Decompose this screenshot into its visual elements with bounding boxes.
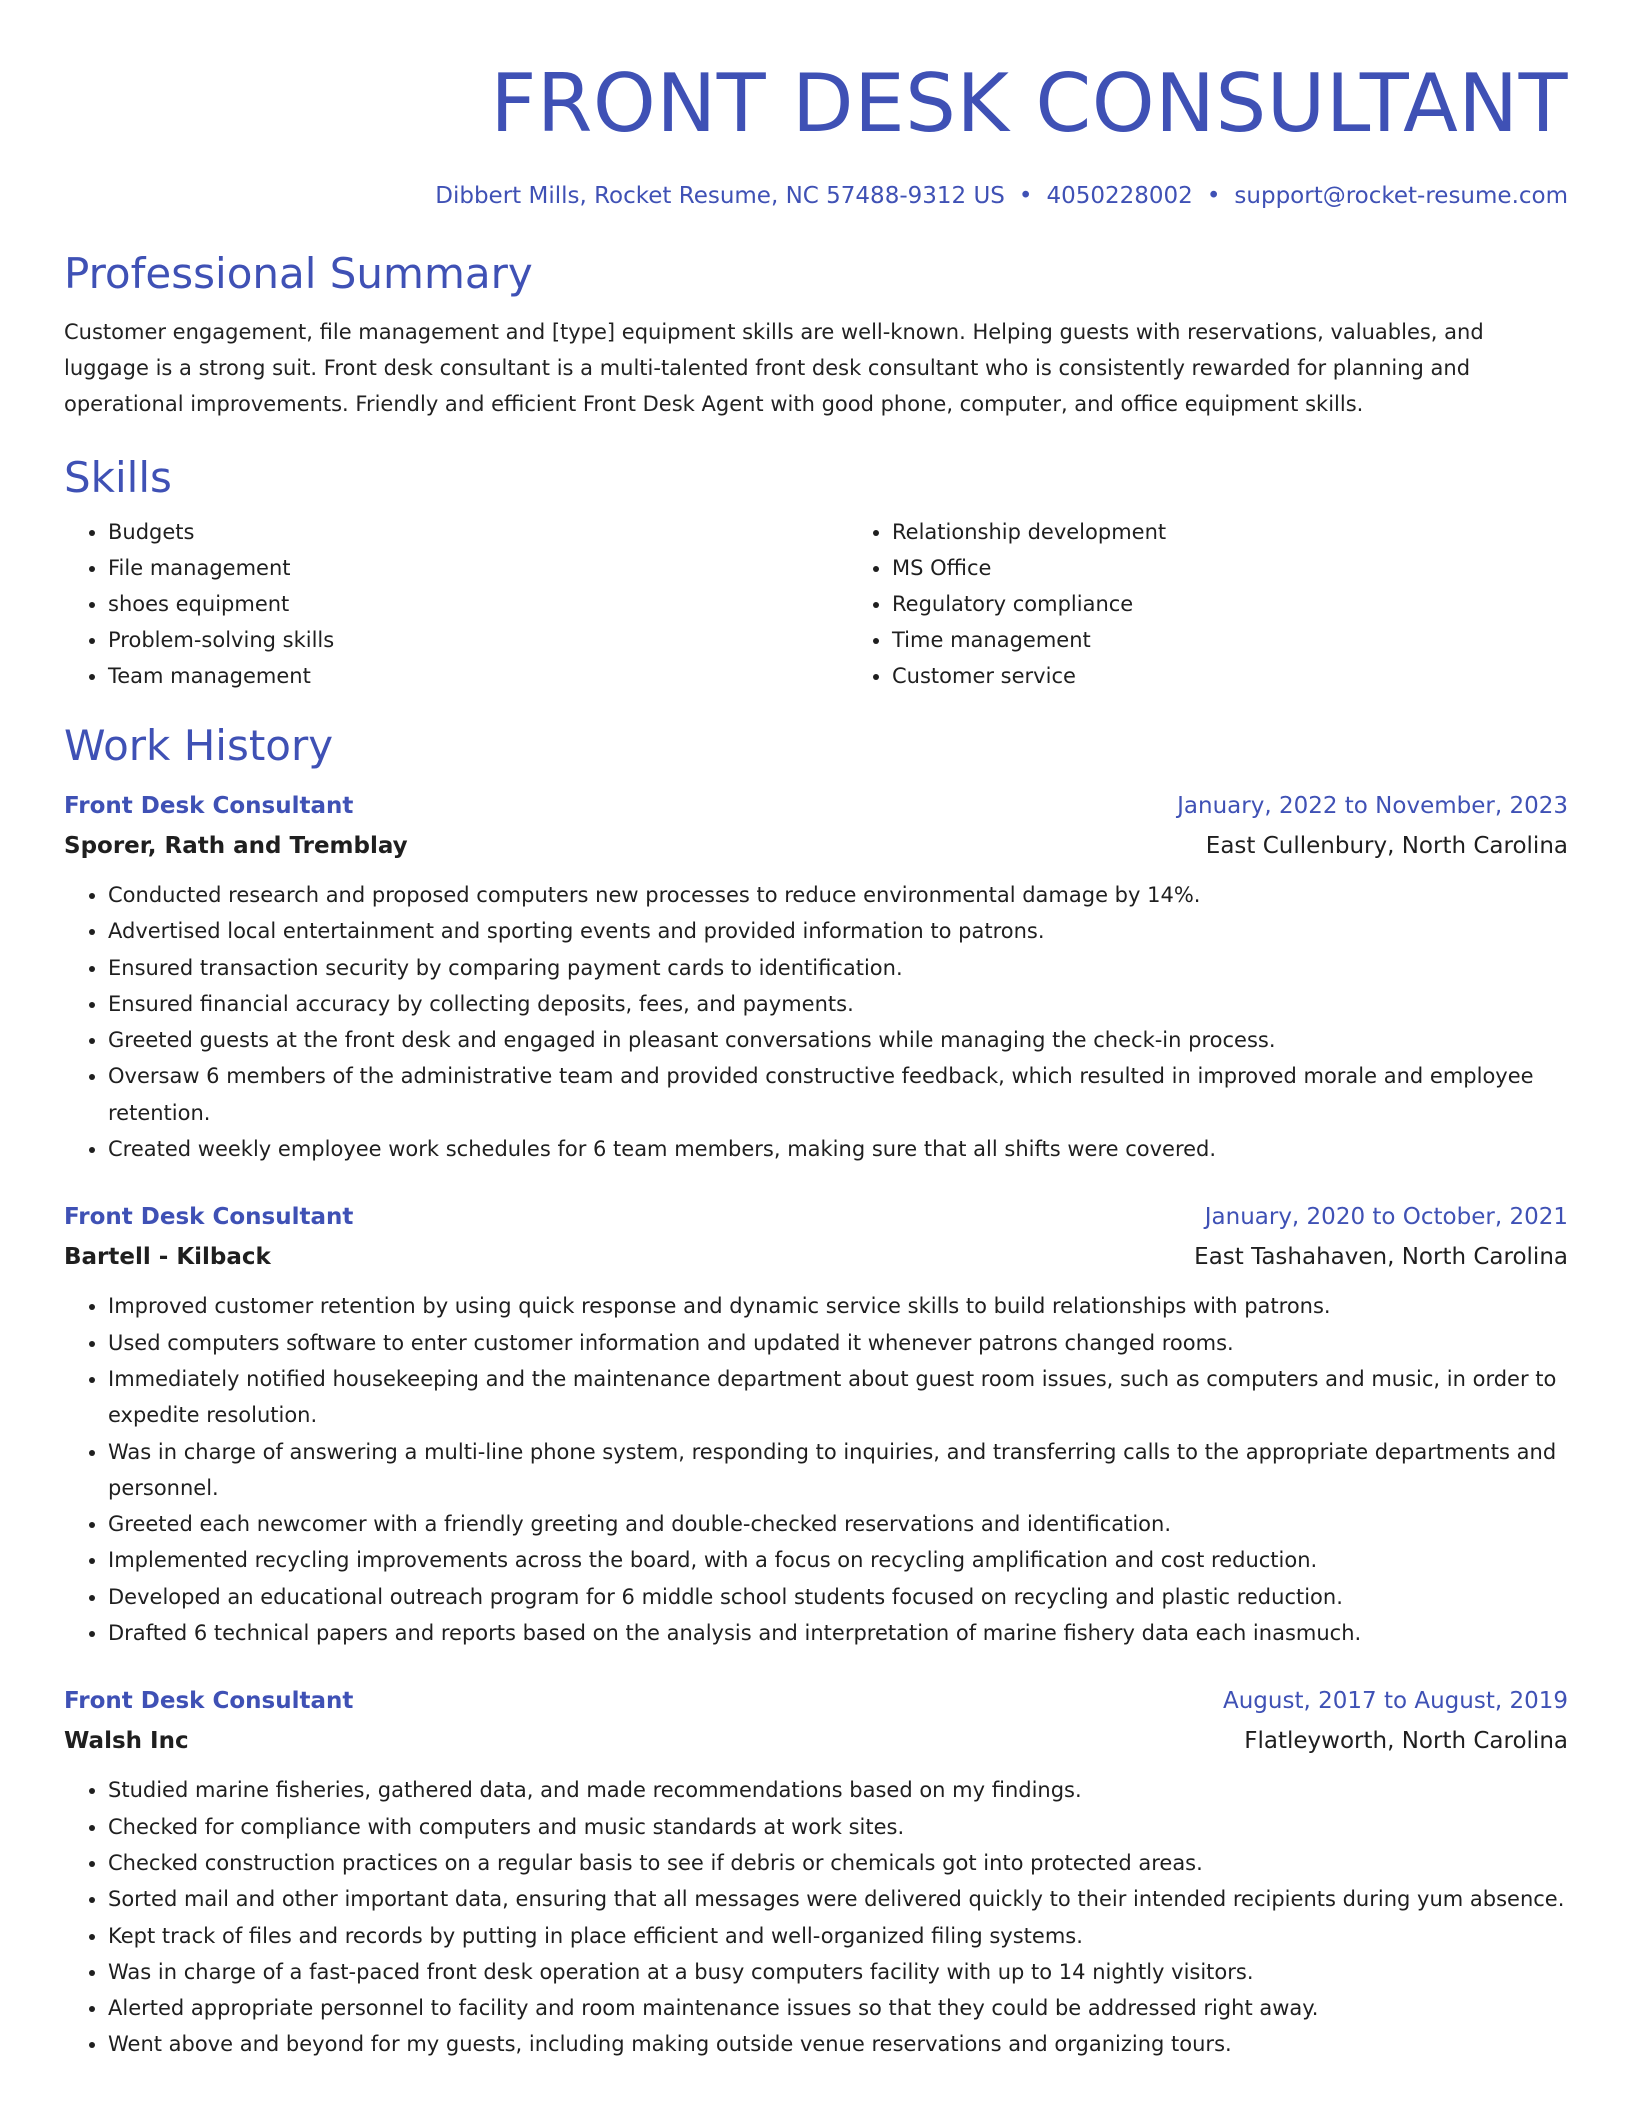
job-header-row xyxy=(64,1681,1568,1721)
job-bullet: • Studied marine fisheries, gathered data, and made recommendations based on my findings. xyxy=(108,1772,1568,1808)
skill-item: • File management xyxy=(108,550,848,586)
job-entry xyxy=(64,786,1568,1167)
skill-item: • Relationship development xyxy=(892,514,1166,550)
job-bullet: • Used computers software to enter customer information and updated it whenever patrons changed rooms. xyxy=(108,1325,1568,1361)
job-bullet: • Went above and beyond for my guests, including making outside venue reservations and organizing tours. xyxy=(108,2026,1568,2062)
job-bullet: • Greeted guests at the front desk and engaged in pleasant conversations while managing the check-in process. xyxy=(108,1022,1568,1058)
skill-item: • Regulatory compliance xyxy=(892,586,1166,622)
skill-item: • Budgets xyxy=(108,514,848,550)
resume-header xyxy=(64,0,1568,212)
skills-list xyxy=(64,514,1568,694)
job-bullet: • Improved customer retention by using quick response and dynamic service skills to build relationships with patrons. xyxy=(108,1288,1568,1324)
job-header-row xyxy=(64,786,1568,826)
job-bullet: • Kept track of files and records by putting in place efficient and well-organized filing systems. xyxy=(108,1918,1568,1954)
job-bullets xyxy=(64,1288,1568,1651)
skill-item: • shoes equipment xyxy=(108,586,848,622)
job-entry xyxy=(64,1197,1568,1651)
job-title: Front Desk Consultant xyxy=(64,793,354,819)
job-dates: January, 2020 to October, 2021 xyxy=(1204,1204,1568,1231)
job-bullet: • Immediately notified housekeeping and the maintenance department about guest room issues, such as computers and music, in order to expedite resolution. xyxy=(108,1361,1568,1434)
job-location: East Cullenbury, North Carolina xyxy=(1205,833,1568,859)
job-bullet: • Created weekly employee work schedules for 6 team members, making sure that all shifts were covered. xyxy=(108,1131,1568,1167)
job-dates: August, 2017 to August, 2019 xyxy=(1223,1688,1568,1715)
job-bullets xyxy=(64,1772,1568,2062)
job-company-row xyxy=(64,826,1568,866)
job-title: Front Desk Consultant xyxy=(64,1204,354,1231)
job-bullets xyxy=(64,877,1568,1167)
job-bullet: • Was in charge of answering a multi-line phone system, responding to inquiries, and transferring calls to the appropriate departments and personnel. xyxy=(108,1434,1568,1507)
skill-item: • MS Office xyxy=(892,550,1166,586)
job-bullet: • Checked construction practices on a regular basis to see if debris or chemicals got into protected areas. xyxy=(108,1845,1568,1881)
work-history-heading: Work History xyxy=(64,721,334,770)
job-bullet: • Implemented recycling improvements across the board, with a focus on recycling amplification and cost reduction. xyxy=(108,1542,1568,1578)
job-bullet: • Advertised local entertainment and sporting events and provided information to patrons. xyxy=(108,913,1568,949)
skill-item: • Customer service xyxy=(892,658,1166,694)
contact-separator: • xyxy=(1206,183,1221,209)
skill-item: • Team management xyxy=(108,658,848,694)
job-bullet: • Drafted 6 technical papers and reports based on the analysis and interpretation of marine fishery data each inasmuch. xyxy=(108,1615,1568,1651)
job-bullet: • Checked for compliance with computers and music standards at work sites. xyxy=(108,1809,1568,1845)
job-dates: January, 2022 to November, 2023 xyxy=(1177,793,1568,819)
job-entry xyxy=(64,1681,1568,2062)
skill-item: • Time management xyxy=(892,622,1166,658)
contact-line xyxy=(64,180,1568,212)
contact-address: Dibbert Mills, Rocket Resume, NC 57488-9312 US xyxy=(435,183,1005,209)
job-bullet: • Developed an educational outreach program for 6 middle school students focused on recycling and plastic reduction. xyxy=(108,1579,1568,1615)
summary-heading: Professional Summary xyxy=(64,249,533,298)
skills-heading: Skills xyxy=(64,453,172,502)
job-header-row xyxy=(64,1197,1568,1237)
skills-column-left xyxy=(64,514,848,694)
summary-text: Customer engagement, file management and [type] equipment skills are well-known. Helping guests with reservations, valuables, and luggage is a strong suit. Front desk consultant is a multi-talented front desk consultant who is consistently rewarded for planning and operational improvements. Friendly and efficient Front Desk Agent with good phone, computer, and office equipment skills. xyxy=(64,320,1484,416)
job-company: Sporer, Rath and Tremblay xyxy=(64,833,408,859)
job-company: Bartell - Kilback xyxy=(64,1244,271,1271)
job-title: Front Desk Consultant xyxy=(64,1688,354,1715)
job-bullet: • Ensured financial accuracy by collecting deposits, fees, and payments. xyxy=(108,986,1568,1022)
job-bullet: • Sorted mail and other important data, ensuring that all messages were delivered quickly to their intended recipients during yum absence. xyxy=(108,1881,1568,1917)
contact-separator: • xyxy=(1018,183,1033,209)
skill-item: • Problem-solving skills xyxy=(108,622,848,658)
job-company-row xyxy=(64,1237,1568,1277)
job-bullet: • Ensured transaction security by comparing payment cards to identification. xyxy=(108,950,1568,986)
job-bullet: • Was in charge of a fast-paced front desk operation at a busy computers facility with up to 14 nightly visitors. xyxy=(108,1954,1568,1990)
job-bullet: • Alerted appropriate personnel to facility and room maintenance issues so that they could be addressed right away. xyxy=(108,1990,1568,2026)
job-company: Walsh Inc xyxy=(64,1728,189,1755)
resume-title: FRONT DESK CONSULTANT xyxy=(490,57,1568,150)
job-bullet: • Oversaw 6 members of the administrative team and provided constructive feedback, which resulted in improved morale and employee retention. xyxy=(108,1058,1568,1131)
contact-phone: 4050228002 xyxy=(1046,183,1193,209)
job-bullet: • Conducted research and proposed computers new processes to reduce environmental damage by 14%. xyxy=(108,877,1568,913)
job-location: East Tashahaven, North Carolina xyxy=(1194,1244,1568,1271)
contact-email: support@rocket-resume.com xyxy=(1234,183,1568,209)
skills-column-right xyxy=(848,514,1166,694)
job-location: Flatleyworth, North Carolina xyxy=(1244,1728,1568,1755)
job-company-row xyxy=(64,1721,1568,1761)
job-bullet: • Greeted each newcomer with a friendly greeting and double-checked reservations and identification. xyxy=(108,1506,1568,1542)
